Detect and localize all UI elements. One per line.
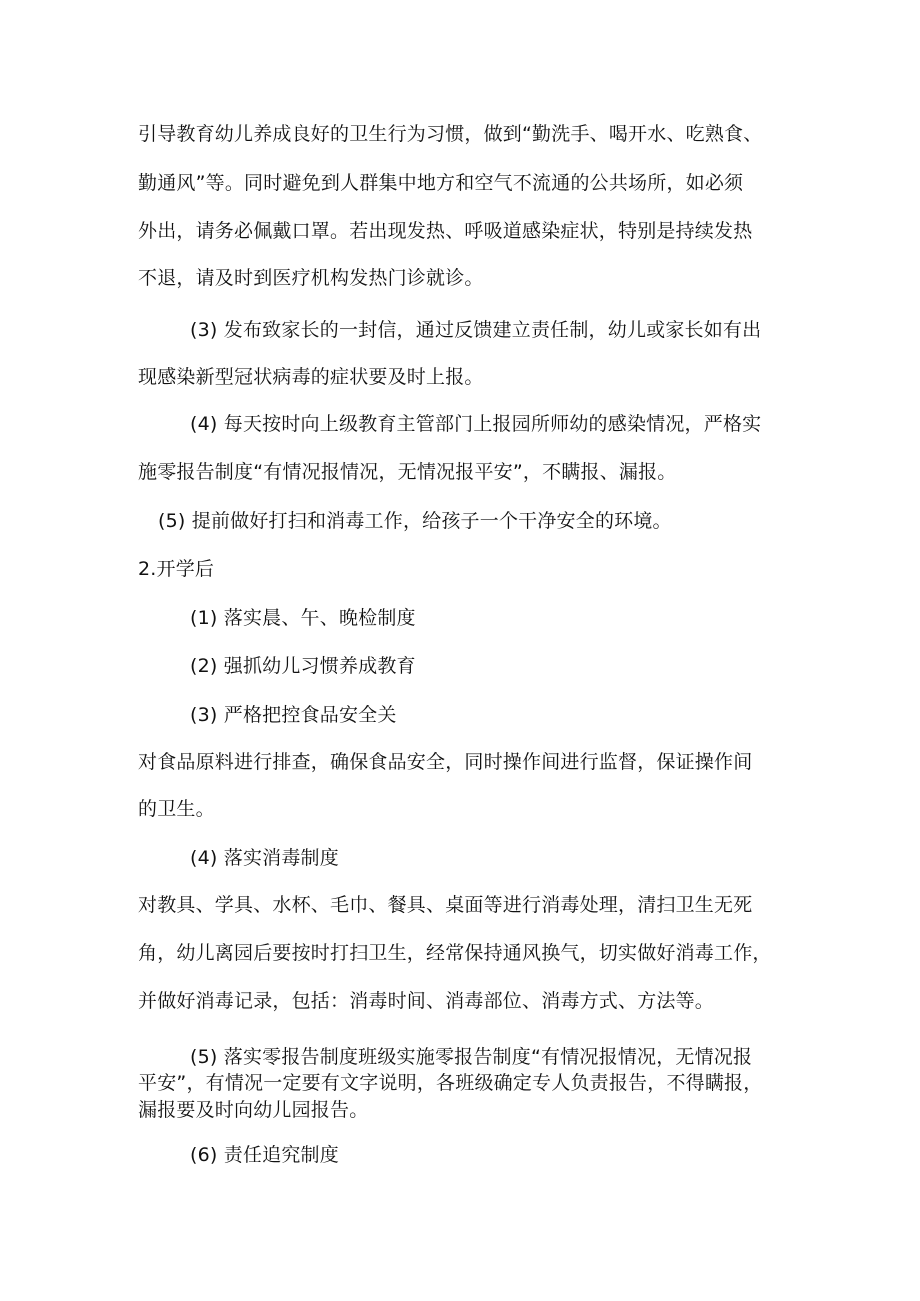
list-item-1: (1) 落实晨、午、晚检制度 <box>190 607 416 629</box>
list-item-3: (3) 严格把控食品安全关 <box>190 704 397 726</box>
paragraph-line-3: 外出，请务必佩戴口罩。若出现发热、呼吸道感染症状，特别是持续发热 <box>138 220 753 242</box>
disinfection-line-3: 并做好消毒记录，包括：消毒时间、消毒部位、消毒方式、方法等。 <box>138 990 715 1012</box>
disinfection-line-1: 对教具、学具、水杯、毛巾、餐具、桌面等进行消毒处理，清扫卫生无死 <box>138 894 753 916</box>
list-item-4: (4) 落实消毒制度 <box>190 847 339 869</box>
paragraph-line-1: 引导教育幼儿养成良好的卫生行为习惯，做到“勤洗手、喝开水、吃熟食、 <box>138 123 763 145</box>
list-item-2: (2) 强抓幼儿习惯养成教育 <box>190 655 416 677</box>
food-safety-line-1: 对食品原料进行排查，确保食品安全，同时操作间进行监督，保证操作间 <box>138 751 753 773</box>
paragraph-line-2: 勤通风”等。同时避免到人群集中地方和空气不流通的公共场所，如必须 <box>138 172 744 194</box>
item-3-line-2: 现感染新型冠状病毒的症状要及时上报。 <box>138 366 484 388</box>
list-item-6: (6) 责任追究制度 <box>190 1144 339 1166</box>
disinfection-line-2: 角，幼儿离园后要按时打扫卫生，经常保持通风换气，切实做好消毒工作， <box>138 942 772 964</box>
zero-report-line-2: 平安”，有情况一定要有文字说明，各班级确定专人负责报告，不得瞒报， <box>138 1072 763 1094</box>
zero-report-line-3: 漏报要及时向幼儿园报告。 <box>138 1099 369 1121</box>
item-5-line: (5) 提前做好打扫和消毒工作，给孩子一个干净安全的环境。 <box>158 510 672 532</box>
zero-report-line-1: (5) 落实零报告制度班级实施零报告制度“有情况报情况，无情况报 <box>190 1046 753 1068</box>
food-safety-line-2: 的卫生。 <box>138 798 215 820</box>
paragraph-line-4: 不退，请及时到医疗机构发热门诊就诊。 <box>138 267 484 289</box>
section-heading: 2.开学后 <box>138 558 215 580</box>
item-4-line-2: 施零报告制度“有情况报情况，无情况报平安”，不瞒报、漏报。 <box>138 461 677 483</box>
item-3-line-1: (3) 发布致家长的一封信，通过反馈建立责任制，幼儿或家长如有出 <box>190 319 762 341</box>
item-4-line-1: (4) 每天按时向上级教育主管部门上报园所师幼的感染情况，严格实 <box>190 413 762 435</box>
